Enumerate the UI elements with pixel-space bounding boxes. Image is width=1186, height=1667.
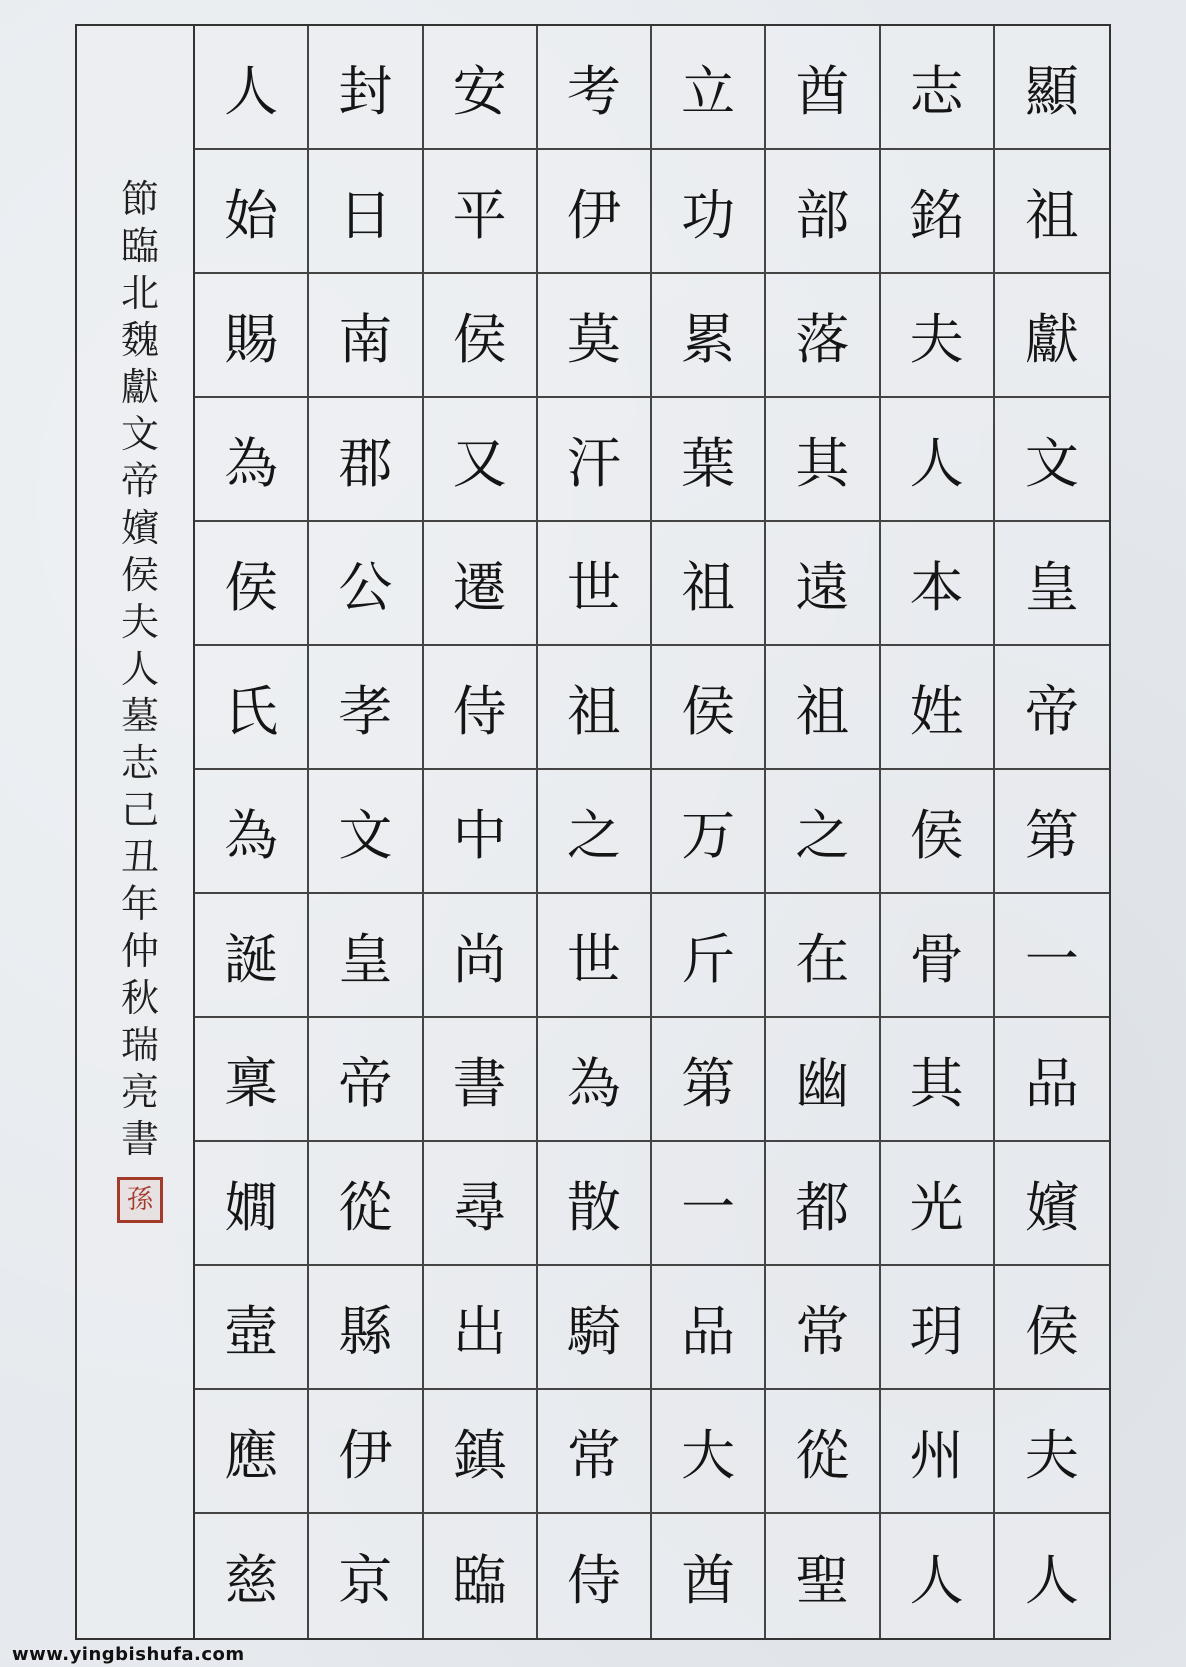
grid-cell-col8-row4: 為 [195,398,309,522]
grid-cell-col6-row1: 安 [424,26,538,150]
grid-cell-col5-row12: 常 [538,1390,652,1514]
grid-cell-col4-row2: 功 [652,150,766,274]
grid-cell-col2-row11: 玥 [881,1266,995,1390]
inscription-char: 瑞 [120,1023,159,1067]
grid-cell-col8-row8: 誕 [195,894,309,1018]
inscription-char: 嬪 [120,506,159,550]
inscription-char: 帝 [120,459,159,503]
grid-cell-col7-row1: 封 [309,26,423,150]
grid-cell-col2-row13: 人 [881,1514,995,1638]
grid-cell-col4-row10: 一 [652,1142,766,1266]
inscription-char: 夫 [120,600,159,644]
grid-cell-col5-row9: 為 [538,1018,652,1142]
grid-cell-col8-row3: 賜 [195,274,309,398]
grid-cell-col6-row6: 侍 [424,646,538,770]
grid-cell-col7-row4: 郡 [309,398,423,522]
grid-cell-col6-row5: 遷 [424,522,538,646]
grid-cell-col3-row4: 其 [766,398,880,522]
grid-cell-col5-row5: 世 [538,522,652,646]
grid-cell-col5-row6: 祖 [538,646,652,770]
grid-cell-col5-row7: 之 [538,770,652,894]
grid-cell-col2-row1: 志 [881,26,995,150]
grid-cell-col4-row5: 祖 [652,522,766,646]
grid-cell-col7-row13: 京 [309,1514,423,1638]
grid-cell-col1-row6: 帝 [995,646,1109,770]
grid-cell-col1-row7: 第 [995,770,1109,894]
grid-cell-col7-row11: 縣 [309,1266,423,1390]
character-grid [195,26,1109,1638]
grid-cell-col1-row9: 品 [995,1018,1109,1142]
grid-cell-col8-row11: 壼 [195,1266,309,1390]
inscription-char: 文 [120,412,159,456]
grid-cell-col7-row12: 伊 [309,1390,423,1514]
grid-cell-col2-row9: 其 [881,1018,995,1142]
grid-cell-col4-row3: 累 [652,274,766,398]
inscription-char: 臨 [120,224,159,268]
grid-cell-col6-row8: 尚 [424,894,538,1018]
grid-cell-col1-row1: 顯 [995,26,1109,150]
grid-cell-col8-row6: 氏 [195,646,309,770]
inscription-char: 己 [120,788,159,832]
grid-cell-col8-row12: 應 [195,1390,309,1514]
inscription-char: 獻 [120,365,159,409]
grid-cell-col6-row11: 出 [424,1266,538,1390]
grid-cell-col2-row8: 骨 [881,894,995,1018]
grid-cell-col7-row8: 皇 [309,894,423,1018]
grid-cell-col4-row9: 第 [652,1018,766,1142]
grid-cell-col5-row8: 世 [538,894,652,1018]
seal-stamp: 孫 [117,1177,163,1223]
grid-cell-col3-row1: 酋 [766,26,880,150]
grid-cell-col4-row7: 万 [652,770,766,894]
inscription-char: 墓 [120,694,159,738]
grid-cell-col5-row11: 騎 [538,1266,652,1390]
grid-cell-col6-row12: 鎮 [424,1390,538,1514]
grid-cell-col1-row10: 嬪 [995,1142,1109,1266]
grid-cell-col4-row11: 品 [652,1266,766,1390]
grid-cell-col7-row3: 南 [309,274,423,398]
grid-cell-col2-row5: 本 [881,522,995,646]
grid-cell-col7-row2: 日 [309,150,423,274]
grid-cell-col5-row10: 散 [538,1142,652,1266]
grid-cell-col2-row6: 姓 [881,646,995,770]
grid-cell-col4-row6: 侯 [652,646,766,770]
grid-cell-col3-row9: 幽 [766,1018,880,1142]
grid-cell-col7-row9: 帝 [309,1018,423,1142]
grid-cell-col6-row3: 侯 [424,274,538,398]
grid-cell-col8-row5: 侯 [195,522,309,646]
grid-cell-col3-row7: 之 [766,770,880,894]
grid-cell-col8-row13: 慈 [195,1514,309,1638]
grid-cell-col1-row12: 夫 [995,1390,1109,1514]
inscription-char: 丑 [120,835,159,879]
grid-cell-col1-row4: 文 [995,398,1109,522]
inscription-char: 亮 [120,1070,159,1114]
inscription-char: 書 [120,1117,159,1161]
inscription-char: 年 [120,882,159,926]
grid-cell-col3-row8: 在 [766,894,880,1018]
inscription-char: 北 [120,271,159,315]
grid-cell-col1-row5: 皇 [995,522,1109,646]
inscription-char: 魏 [120,318,159,362]
grid-cell-col4-row1: 立 [652,26,766,150]
grid-cell-col1-row2: 祖 [995,150,1109,274]
grid-cell-col6-row9: 書 [424,1018,538,1142]
grid-cell-col6-row4: 又 [424,398,538,522]
grid-cell-col2-row2: 銘 [881,150,995,274]
grid-cell-col4-row8: 斤 [652,894,766,1018]
grid-cell-col3-row10: 都 [766,1142,880,1266]
grid-cell-col6-row10: 尋 [424,1142,538,1266]
grid-cell-col7-row7: 文 [309,770,423,894]
grid-cell-col7-row5: 公 [309,522,423,646]
grid-cell-col1-row8: 一 [995,894,1109,1018]
inscription-char: 節 [120,177,159,221]
grid-cell-col6-row13: 臨 [424,1514,538,1638]
grid-cell-col3-row5: 遠 [766,522,880,646]
grid-cell-col8-row1: 人 [195,26,309,150]
inscription-char: 人 [120,647,159,691]
grid-cell-col7-row10: 從 [309,1142,423,1266]
inscription-column [77,26,195,1638]
grid-cell-col6-row2: 平 [424,150,538,274]
grid-cell-col4-row13: 酋 [652,1514,766,1638]
grid-cell-col3-row2: 部 [766,150,880,274]
grid-cell-col2-row7: 侯 [881,770,995,894]
inscription-char: 秋 [120,976,159,1020]
inscription-char: 志 [120,741,159,785]
grid-cell-col4-row4: 葉 [652,398,766,522]
grid-cell-col3-row3: 落 [766,274,880,398]
grid-cell-col6-row7: 中 [424,770,538,894]
grid-cell-col1-row13: 人 [1024,1548,1079,1612]
grid-cell-col1-row3: 獻 [995,274,1109,398]
grid-cell-col4-row12: 大 [652,1390,766,1514]
grid-cell-col3-row12: 從 [766,1390,880,1514]
grid-cell-col1-row11: 侯 [995,1266,1109,1390]
grid-cell-col5-row3: 莫 [538,274,652,398]
grid-cell-col3-row13: 聖 [766,1514,880,1638]
grid-cell-col5-row13: 侍 [538,1514,652,1638]
grid-cell-col2-row3: 夫 [881,274,995,398]
grid-cell-col8-row7: 為 [195,770,309,894]
inscription-char: 侯 [120,553,159,597]
grid-cell-col7-row6: 孝 [309,646,423,770]
inscription-char: 仲 [120,929,159,973]
grid-cell-col5-row1: 考 [538,26,652,150]
grid-cell-col5-row4: 汗 [538,398,652,522]
grid-cell-col8-row10: 嫺 [195,1142,309,1266]
grid-cell-col8-row2: 始 [195,150,309,274]
grid-cell-col8-row9: 稟 [195,1018,309,1142]
grid-cell-col2-row10: 光 [881,1142,995,1266]
grid-cell-col2-row12: 州 [881,1390,995,1514]
grid-cell-col3-row6: 祖 [766,646,880,770]
grid-cell-col2-row4: 人 [881,398,995,522]
calligraphy-sheet [75,24,1111,1640]
grid-cell-col3-row11: 常 [766,1266,880,1390]
inscription [115,176,165,1223]
grid-cell-col5-row2: 伊 [538,150,652,274]
watermark-url: www.yingbishufa.com [12,1644,245,1665]
